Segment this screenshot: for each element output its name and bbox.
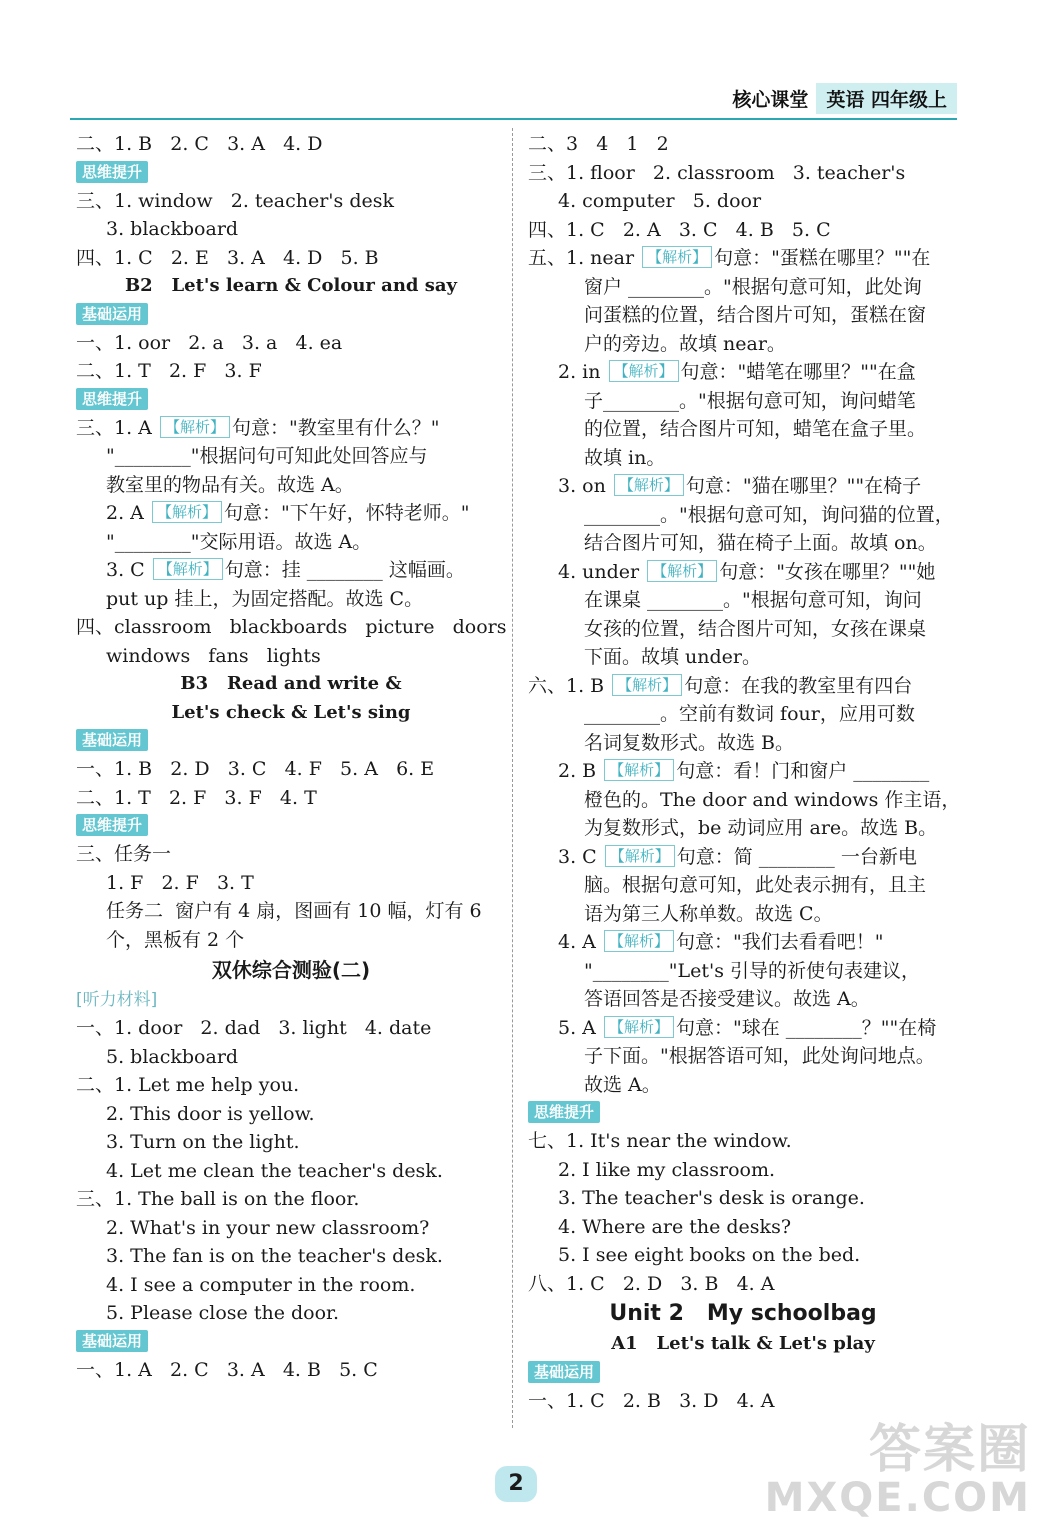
answer-line: 三、1. A 【解析】 句意："教室里有什么？": [76, 416, 440, 439]
answer-line: 任务二 窗户有 4 扇，图画有 10 幅，灯有 6: [106, 900, 482, 922]
answer-line: "________"Let's 引导的祈使句表建议，: [584, 959, 920, 982]
answer-line: 3. C 【解析】 句意：简 ________ 一台新电: [558, 845, 917, 868]
analysis-label: 【解析】: [604, 930, 674, 952]
section-tag: 思维提升: [76, 814, 148, 836]
answer-line: 三、1. The ball is on the floor.: [76, 1188, 360, 1210]
analysis-label: 【解析】: [614, 474, 684, 496]
analysis-label: 【解析】: [153, 558, 223, 580]
answer-line: 语为第三人称单数。故选 C。: [584, 902, 833, 925]
right-column: [528, 130, 961, 1415]
left-column: [76, 130, 506, 1384]
subject-grade: 英语 四年级上: [816, 83, 957, 114]
column-divider: [512, 128, 513, 1428]
analysis-label: 【解析】: [647, 560, 717, 582]
test-heading: 双休综合测验(二): [211, 958, 371, 982]
answer-line: 4. computer 5. door: [558, 190, 762, 212]
answer-line: 故填 in。: [584, 446, 666, 469]
answer-line: 2. A 【解析】 句意："下午好，怀特老师。": [106, 502, 470, 524]
answer-line: 四、1. C 2. E 3. A 4. D 5. B: [76, 246, 379, 269]
unit-heading: Unit 2 My schoolbag: [609, 1301, 877, 1326]
answer-line: 窗户 ________。"根据句意可知，此处询: [584, 275, 922, 298]
answer-line: 3. C 【解析】 句意：挂 ________ 这幅画。: [106, 559, 465, 581]
answer-line: put up 挂上，为固定搭配。故选 C。: [106, 587, 424, 610]
answer-line: "________"交际用语。故选 A。: [106, 530, 372, 553]
answer-line: 故选 A。: [584, 1073, 661, 1096]
answer-line: 一、1. door 2. dad 3. light 4. date: [76, 1017, 432, 1039]
answer-line: 4. Where are the desks?: [558, 1215, 792, 1238]
answer-line: 5. A 【解析】 句意："球在 ________？""在椅: [558, 1016, 937, 1039]
answer-line: 下面。故填 under。: [584, 646, 762, 668]
answer-line: 四、classroom blackboards picture doors: [76, 616, 507, 638]
answer-line: 名词复数形式。故选 B。: [584, 731, 795, 754]
lesson-heading: A1 Let's talk & Let's play: [611, 1333, 875, 1354]
analysis-label: 【解析】: [160, 416, 230, 438]
answer-line: 二、1. B 2. C 3. A 4. D: [76, 133, 323, 155]
answer-line: 子下面。"根据答语可知，此处询问地点。: [584, 1045, 935, 1067]
answer-line: "________"根据问句可知此处回答应与: [106, 445, 428, 467]
answer-line: ________。"根据句意可知，询问猫的位置，: [584, 503, 954, 526]
answer-line: 女孩的位置，结合图片可知，女孩在课桌: [584, 617, 927, 640]
analysis-label: 【解析】: [604, 1016, 674, 1038]
answer-line: 三、1. floor 2. classroom 3. teacher's: [528, 161, 906, 184]
answer-line: 五、1. near 【解析】 句意："蛋糕在哪里？""在: [528, 247, 931, 269]
answer-line: 的位置，结合图片可知，蜡笔在盒子里。: [584, 418, 927, 440]
answer-line: windows fans lights: [106, 644, 321, 667]
answer-line: 4. Let me clean the teacher's desk.: [106, 1159, 443, 1182]
answer-line: 子________。"根据句意可知，询问蜡笔: [584, 389, 916, 412]
analysis-label: 【解析】: [604, 759, 674, 781]
section-tag: 基础运用: [528, 1361, 600, 1383]
answer-line: 二、1. T 2. F 3. F: [76, 360, 262, 382]
lesson-heading: B3 Read and write &: [180, 673, 402, 694]
answer-line: 3. blackboard: [106, 218, 239, 240]
answer-line: 3. The fan is on the teacher's desk.: [106, 1245, 443, 1267]
answer-line: 结合图片可知，猫在椅子上面。故填 on。: [584, 532, 937, 554]
answer-line: 4. I see a computer in the room.: [106, 1273, 416, 1296]
book-brand: 核心课堂: [732, 88, 809, 111]
answer-line: 二、1. T 2. F 3. F 4. T: [76, 786, 317, 809]
answer-line: 户的旁边。故填 near。: [584, 332, 786, 355]
analysis-label: 【解析】: [152, 501, 222, 523]
answer-line: 四、1. C 2. A 3. C 4. B 5. C: [528, 218, 831, 241]
answer-line: 2. in 【解析】 句意："蜡笔在哪里？""在盒: [558, 361, 916, 383]
analysis-label: 【解析】: [605, 845, 675, 867]
answer-line: 橙色的。The door and windows 作主语，: [584, 788, 961, 811]
answer-line: 七、1. It's near the window.: [528, 1130, 792, 1152]
answer-line: 问蛋糕的位置，结合图片可知，蛋糕在窗: [584, 304, 927, 326]
header-rule: [70, 118, 957, 120]
answer-line: 3. The teacher's desk is orange.: [558, 1187, 865, 1209]
answer-line: 为复数形式，be 动词应用 are。故选 B。: [584, 817, 938, 839]
analysis-label: 【解析】: [642, 246, 712, 268]
lesson-heading: B2 Let's learn & Colour and say: [124, 275, 458, 296]
answer-line: 三、任务一: [76, 843, 172, 865]
answer-line: 4. A 【解析】 句意："我们去看看吧！": [558, 931, 884, 953]
analysis-label: 【解析】: [609, 360, 679, 382]
answer-line: 2. What's in your new classroom?: [106, 1216, 430, 1239]
answer-line: 个，黑板有 2 个: [106, 928, 245, 951]
answer-line: 4. under 【解析】 句意："女孩在哪里？""她: [558, 560, 936, 583]
answer-line: 二、3 4 1 2: [528, 133, 669, 155]
answer-line: 二、1. Let me help you.: [76, 1074, 300, 1096]
answer-line: 六、1. B 【解析】 句意：在我的教室里有四台: [528, 674, 913, 697]
lesson-heading: Let's check & Let's sing: [171, 701, 411, 723]
answer-line: 三、1. window 2. teacher's desk: [76, 189, 394, 212]
answer-line: 一、1. B 2. D 3. C 4. F 5. A 6. E: [76, 758, 435, 780]
answer-line: 2. This door is yellow.: [106, 1102, 315, 1125]
answer-line: 3. Turn on the light.: [106, 1131, 300, 1153]
section-tag: 基础运用: [76, 303, 148, 325]
page-header: [724, 82, 957, 114]
answer-line: 八、1. C 2. D 3. B 4. A: [528, 1272, 775, 1295]
answer-line: 一、1. C 2. B 3. D 4. A: [528, 1389, 775, 1412]
section-tag: 思维提升: [76, 161, 148, 183]
answer-line: 5. I see eight books on the bed.: [558, 1244, 861, 1266]
answer-line: 2. I like my classroom.: [558, 1158, 776, 1181]
answer-line: 答语回答是否接受建议。故选 A。: [584, 988, 870, 1010]
answer-line: 一、1. A 2. C 3. A 4. B 5. C: [76, 1358, 378, 1381]
answer-line: 1. F 2. F 3. T: [106, 871, 254, 894]
answer-line: 一、1. oor 2. a 3. a 4. ea: [76, 331, 343, 354]
answer-line: 教室里的物品有关。故选 A。: [106, 473, 354, 496]
answer-line: 5. blackboard: [106, 1045, 239, 1068]
answer-line: 3. on 【解析】 句意："猫在哪里？""在椅子: [558, 475, 922, 497]
watermark-logo-text: 答案圈: [868, 1420, 1031, 1480]
answer-line: 2. B 【解析】 句意：看！门和窗户 ________: [558, 760, 930, 782]
listening-material-label: [听力材料]: [76, 990, 158, 1010]
section-tag: 基础运用: [76, 729, 148, 751]
section-tag: 思维提升: [76, 388, 148, 410]
watermark: [764, 1420, 1031, 1521]
analysis-label: 【解析】: [612, 674, 682, 696]
answer-line: 在课桌 ________。"根据句意可知，询问: [584, 589, 922, 611]
watermark-url: MXQE.COM: [764, 1475, 1031, 1521]
answer-line: 5. Please close the door.: [106, 1302, 340, 1324]
section-tag: 思维提升: [528, 1101, 600, 1123]
section-tag: 基础运用: [76, 1330, 148, 1352]
answer-line: 脑。根据句意可知，此处表示拥有，且主: [584, 874, 927, 896]
page-number: 2: [495, 1466, 537, 1502]
answer-line: ________。空前有数词 four，应用可数: [584, 703, 915, 725]
